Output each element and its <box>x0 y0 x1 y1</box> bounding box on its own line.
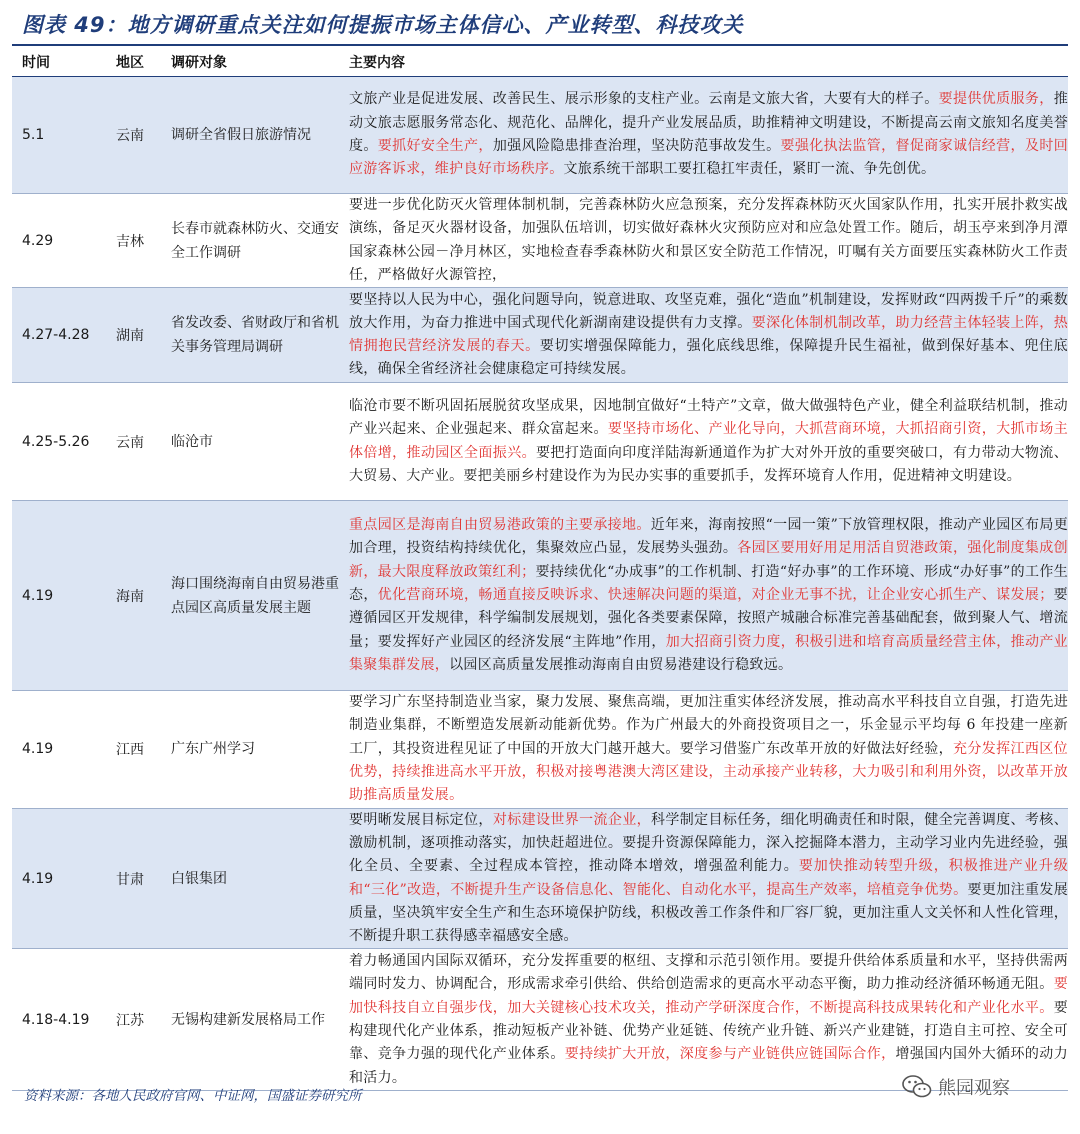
table-row <box>12 808 1068 949</box>
highlight-text: 要加快科技自立自强步伐，加大关键核心技术攻关，推动产学研深度合作，不断提高科技成果转化和产业化水平。 <box>349 976 1068 1016</box>
cell-target: 临沧市 <box>161 383 339 501</box>
cell-region: 湖南 <box>106 288 161 383</box>
content-text: 文旅产业是促进发展、改善民生、展示形象的支柱产业。云南是文旅大省，大要有大的样子。 <box>349 91 939 108</box>
content-text: 临沧市要不断巩固拓展脱贫攻坚成果，因地制宜做好“土特产”文章，做大做强特色产业，健全利益联结机制，推动产业兴起来、企业强起来、群众富起来。 <box>349 398 1068 438</box>
content-text: 着力畅通国内国际双循环，充分发挥重要的枢纽、支撑和示范引领作用。要提升供给体系质量和水平，坚持供需两端同时发力、协调配合，形成需求牵引供给、供给创造需求的更高水平动态平衡，助力推动经济循环畅通无阻。 <box>349 953 1068 993</box>
cell-content <box>339 501 1068 691</box>
highlight-text: 充分发挥江西区位优势，持续推进高水平开放，积极对接粤港澳大湾区建设，主动承接产业转移，大力吸引和利用外资，以改革开放助推高质量发展。 <box>349 740 1068 804</box>
highlight-text: 要提供优质服务， <box>938 91 1054 108</box>
cell-content <box>339 949 1068 1091</box>
cell-target: 无锡构建新发展格局工作 <box>161 949 339 1091</box>
cell-time: 5.1 <box>12 77 106 194</box>
cell-target: 海口围绕海南自由贸易港重点园区高质量发展主题 <box>161 501 339 691</box>
cell-region: 海南 <box>106 501 161 691</box>
cell-content <box>339 77 1068 194</box>
source-note: 资料来源：各地人民政府官网、中证网，国盛证券研究所 <box>24 1088 362 1104</box>
cell-region: 云南 <box>106 383 161 501</box>
cell-time: 4.18-4.19 <box>12 949 106 1091</box>
content-text: 科学制定目标任务，细化明确责任和时限，健全完善调度、考核、激励机制，逐项推动落实，加快赶超进位。要提升资源保障能力，深入挖掘降本潜力，主动学习业内先进经验，强化全员、全要素、全过程成本管控，推动降本增效，增强盈利能力。 <box>349 811 1068 875</box>
cell-region: 江西 <box>106 691 161 808</box>
watermark <box>902 1072 1052 1102</box>
cell-region: 江苏 <box>106 949 161 1091</box>
highlight-text: 对标建设世界一流企业， <box>492 811 652 828</box>
highlight-text: 加大招商引资力度，积极引进和培育高质量经营主体，推动产业集聚集群发展， <box>349 633 1068 673</box>
highlight-text: 重点园区是海南自由贸易港政策的主要承接地。 <box>349 517 651 534</box>
content-text: 要把打造面向印度洋陆海新通道作为扩大对外开放的重要突破口，有力带动大物流、大贸易、大产业。要把美丽乡村建设作为为民办实事的重要抓手，发挥环境育人作用，促进精神文明建设。 <box>349 444 1068 484</box>
cell-time: 4.19 <box>12 808 106 949</box>
cell-target: 长春市就森林防火、交通安全工作调研 <box>161 194 339 288</box>
highlight-text: 要坚持市场化、产业化导向，大抓营商环境，大抓招商引资，大抓市场主体倍增，推动园区全面振兴。 <box>349 421 1068 461</box>
highlight-text: 要深化体制机制改革，助力经营主体轻装上阵，热情拥抱民营经济发展的春天。 <box>349 314 1068 355</box>
cell-region: 吉林 <box>106 194 161 288</box>
content-text: 要坚持以人民为中心，强化问题导向，锐意进取、攻坚克难，强化“造血”机制建设，发挥财政“四两拨千斤”的乘数放大作用，为奋力推进中国式现代化新湖南建设提供有力支撑。 <box>349 291 1068 331</box>
table-row <box>12 383 1068 501</box>
content-text: 推动文旅志愿服务常态化、规范化、品牌化，提升产业发展品质，助推精神文明建设，不断提高云南文旅知名度美誉度。 <box>349 91 1068 154</box>
cell-region: 云南 <box>106 77 161 194</box>
content-text: 加强风险隐患排查治理，坚决防范事故发生。 <box>492 138 781 154</box>
cell-content <box>339 383 1068 501</box>
table-row <box>12 194 1068 288</box>
cell-time: 4.27-4.28 <box>12 288 106 383</box>
cell-content <box>339 808 1068 949</box>
content-text: 增强国内国外大循环的动力和活力。 <box>349 1046 1068 1086</box>
cell-content <box>339 288 1068 383</box>
content-text: 要切实增强保障能力，强化底线思维，保障提升民生福祉，做到保好基本、兜住底线，确保全省经济社会健康稳定可持续发展。 <box>349 338 1068 378</box>
table-row <box>12 288 1068 383</box>
table-header-row <box>12 47 1068 77</box>
highlight-text: 优化营商环境，畅通直接反映诉求、快速解决问题的渠道，对企业无事不扰，让企业安心抓生产、谋发展； <box>377 587 1054 604</box>
cell-target: 广东广州学习 <box>161 691 339 808</box>
content-text: 要遵循园区开发规律，科学编制发展规划，强化各类要素保障，按照产城融合标准完善基础配套，做到聚人气、增流量；要发挥好产业园区的经济发展“主阵地”作用， <box>349 587 1068 650</box>
content-text: 要进一步优化防灭火管理体制机制，完善森林防火应急预案，充分发挥森林防灭火国家队作用，扎实开展扑救实战演练，备足灭火器材设备，加强队伍培训，切实做好森林火灾预防应对和应急处置工作。随后，胡玉亭来到净月潭国家森林公园－净月林区，实地检查春季森林防火和景区安全防范工作情况，叮嘱有关方面要压实森林防火工作责任，严格做好火源管控， <box>349 197 1068 283</box>
highlight-text: 要加快推动转型升级，积极推进产业升级和“三化”改造，不断提升生产设备信息化、智能化、自动化水平，提高生产效率，培植竞争优势。 <box>349 858 1069 898</box>
cell-time: 4.19 <box>12 501 106 691</box>
header-content: 主要内容 <box>339 47 1068 77</box>
table-row <box>12 691 1068 808</box>
watermark-label: 熊园观察 <box>938 1078 1010 1099</box>
header-time: 时间 <box>12 47 106 77</box>
cell-time: 4.25-5.26 <box>12 383 106 501</box>
wechat-icon <box>902 1074 932 1100</box>
table-row <box>12 77 1068 194</box>
content-text: 要更加注重发展质量，坚决筑牢安全生产和生态环境保护防线，积极改善工作条件和厂容厂貌，更加注重人文关怀和人性化管理，不断提升职工获得感幸福感安全感。 <box>349 881 1068 945</box>
highlight-text: 要强化执法监管，督促商家诚信经营，及时回应游客诉求，维护良好市场秩序。 <box>349 138 1068 178</box>
content-text: 以园区高质量发展推动海南自由贸易港建设行稳致远。 <box>449 656 793 673</box>
highlight-text: 要抓好安全生产， <box>377 138 493 154</box>
table-row <box>12 949 1068 1091</box>
content-text: 要学习广东坚持制造业当家，聚力发展、聚焦高端，更加注重实体经济发展，推动高水平科技自立自强，打造先进制造业集群，不断塑造发展新动能新优势。作为广州最大的外商投资项目之一，乐金显示平均每 6 年投建一座新工厂，其投资进程见证了中国的开放大门越开越大。要学习借鉴广东改革开放的好做法好经验， <box>349 694 1068 757</box>
content-text: 要构建现代化产业体系，推动短板产业补链、优势产业延链、传统产业升链、新兴产业建链，打造自主可控、安全可靠、竞争力强的现代化产业体系。 <box>349 999 1068 1063</box>
table-row <box>12 501 1068 691</box>
cell-region: 甘肃 <box>106 808 161 949</box>
research-table <box>12 47 1068 1091</box>
header-target: 调研对象 <box>161 47 339 77</box>
cell-target: 调研全省假日旅游情况 <box>161 77 339 194</box>
content-text: 要明晰发展目标定位， <box>349 811 493 828</box>
cell-content <box>339 691 1068 808</box>
highlight-text: 要持续扩大开放，深度参与产业链供应链国际合作， <box>564 1046 896 1063</box>
content-text: 要持续优化“办成事”的工作机制、打造“好办事”的工作环境、形成“办好事”的工作生态， <box>349 563 1068 604</box>
content-text: 文旅系统干部职工要扛稳扛牢责任，紧盯一流、争先创优。 <box>563 161 936 178</box>
figure-title: 图表 49：地方调研重点关注如何提振市场主体信心、产业转型、科技攻关 <box>22 13 744 37</box>
title-rule <box>12 44 1068 46</box>
cell-target: 白银集团 <box>161 808 339 949</box>
highlight-text: 各园区要用好用足用活自贸港政策，强化制度集成创新，最大限度释放政策红利； <box>349 540 1068 580</box>
cell-time: 4.19 <box>12 691 106 808</box>
content-text: 近年来，海南按照“一园一策”下放管理权限，推动产业园区布局更加合理，投资结构持续优化，集聚效应凸显，发展势头强劲。 <box>349 517 1068 557</box>
cell-target: 省发改委、省财政厅和省机关事务管理局调研 <box>161 288 339 383</box>
cell-content <box>339 194 1068 288</box>
cell-time: 4.29 <box>12 194 106 288</box>
header-region: 地区 <box>106 47 161 77</box>
